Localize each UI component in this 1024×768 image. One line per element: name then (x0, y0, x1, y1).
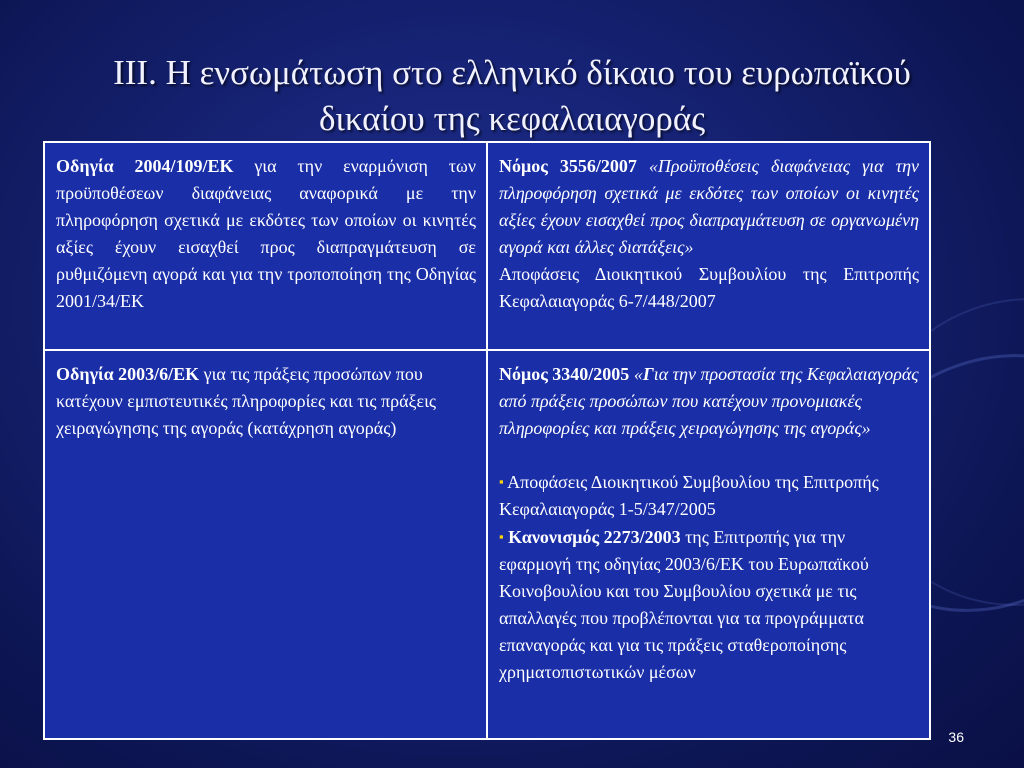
law-title: Νόμος 3556/2007 (499, 156, 637, 176)
directive-title: Οδηγία 2004/109/ΕΚ (56, 156, 234, 176)
law-decisions: Αποφάσεις Διοικητικού Συμβουλίου της Επιτροπής Κεφαλαιαγοράς 6-7/448/2007 (499, 264, 919, 311)
law-quote-bold-letter: Γ (642, 364, 654, 384)
bullet-icon: ▪ (499, 529, 504, 544)
table-row (44, 350, 930, 739)
legislation-table (43, 141, 931, 740)
directive-text: για τις πράξεις προσώπων που κατέχουν εμπιστευτικές πληροφορίες και τις πράξεις χειραγώγησης της αγοράς (κατάχρηση αγοράς) (56, 364, 437, 438)
law-quote-open: « (629, 364, 643, 384)
cell-directive-2004-109 (44, 142, 487, 350)
table-row (44, 142, 930, 350)
regulation-title: Κανονισμός 2273/2003 (508, 527, 681, 547)
cell-directive-2003-6 (44, 350, 487, 739)
title-line-2: δικαίου της κεφαλαιαγοράς (318, 99, 706, 138)
law-title: Νόμος 3340/2005 (499, 364, 630, 384)
directive-title: Οδηγία 2003/6/ΕΚ (56, 364, 200, 384)
law-description: ια την προστασία της Κεφαλαιαγοράς από πράξεις προσώπων που κατέχουν προνομιακές πληροφορίες και πράξεις χειραγώγησης της αγοράς» (499, 364, 919, 438)
cell-law-3340-2005 (487, 350, 930, 739)
title-line-1: III. Η ενσωμάτωση στο ελληνικό δίκαιο του ευρωπαϊκού (113, 53, 911, 92)
page-number: 36 (948, 729, 964, 745)
directive-text: για την εναρμόνιση των προϋποθέσεων διαφάνειας αναφορικά με την πληροφόρηση σχετικά με εκδότες των οποίων οι κινητές αξίες έχουν εισαχθεί προς διαπραγμάτευση σε ρυθμιζόμενη αγορά και για την τροποποίηση της Οδηγίας 2001/34/ΕΚ (56, 156, 477, 311)
slide-title (40, 50, 984, 142)
bullet-item-decisions: Αποφάσεις Διοικητικού Συμβουλίου της Επιτροπής Κεφαλαιαγοράς 1-5/347/2005 (499, 472, 879, 519)
cell-law-3556-2007 (487, 142, 930, 350)
regulation-text: της Επιτροπής για την εφαρμογή της οδηγίας 2003/6/ΕΚ του Ευρωπαϊκού Κοινοβουλίου και του Συμβουλίου σχετικά με τις απαλλαγές που προβλέπονται για τα προγράμματα επαναγοράς και για τις πράξεις σταθεροποίησης χρηματοπιστωτικών μέσων (499, 527, 869, 682)
bullet-icon: ▪ (499, 474, 504, 489)
law-description: «Προϋποθέσεις διαφάνειας για την πληροφόρηση σχετικά με εκδότες των οποίων οι κινητές αξίες έχουν εισαχθεί προς διαπραγμάτευση σε οργανωμένη αγορά και άλλες διατάξεις» (499, 156, 919, 257)
